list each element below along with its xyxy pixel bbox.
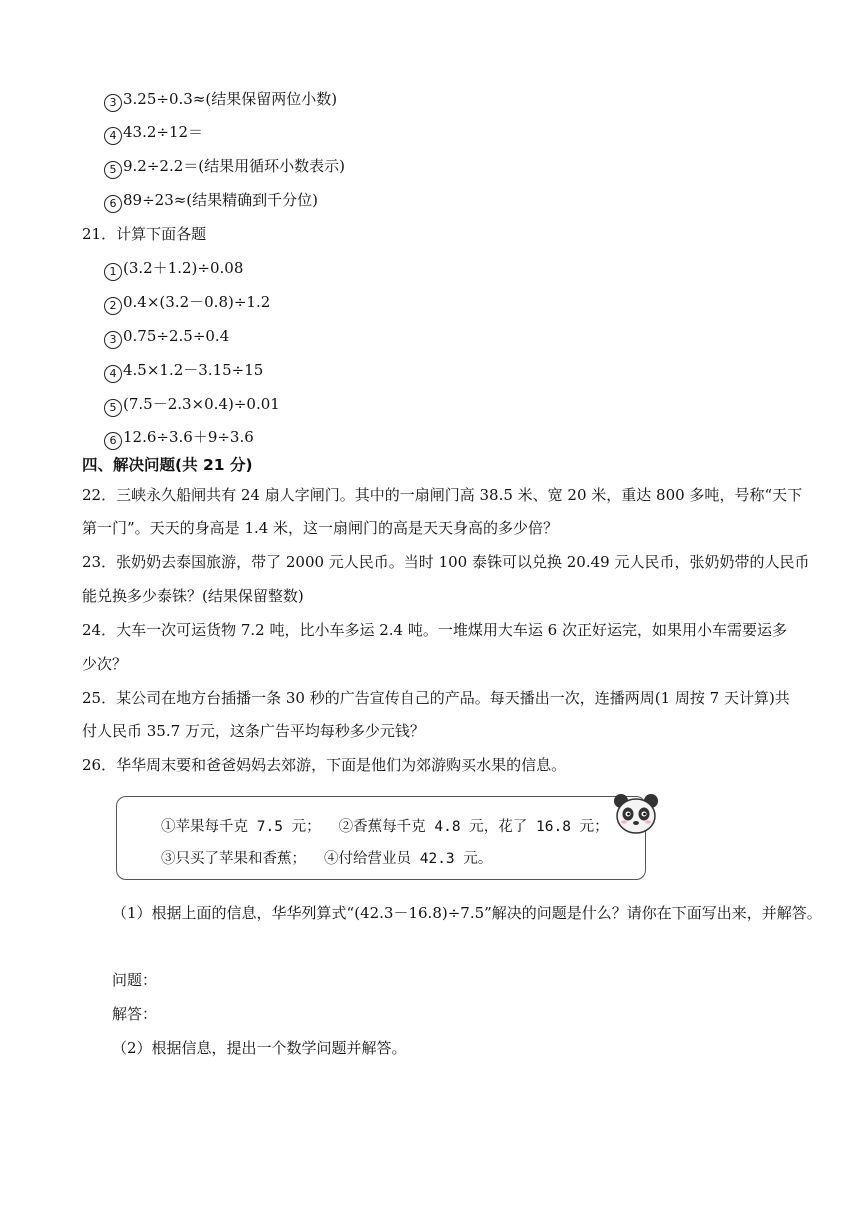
circle-number: 1 — [104, 263, 122, 281]
circle-number: 4 — [104, 365, 122, 383]
q20-item-6: 6 89÷23≈(结果精确到千分位) — [104, 190, 318, 213]
circle-number: 2 — [104, 297, 122, 315]
q25-line-1: 25．某公司在地方台插播一条 30 秒的广告宣传自己的产品。每天播出一次，连播两周(1 周按 7 天计算)共 — [82, 689, 790, 707]
q21-title: 21．计算下面各题 — [82, 225, 207, 243]
q20-item-4: 4 43.2÷12＝ — [104, 122, 203, 145]
q25-line-2: 付人民币 35.7 万元，这条广告平均每秒多少元钱？ — [82, 722, 425, 740]
q23-line-2: 能兑换多少泰铢？(结果保留整数) — [82, 587, 304, 605]
q24-line-2: 少次？ — [82, 655, 128, 673]
circle-number: 3 — [104, 331, 122, 349]
q21-item-1: 1 (3.2＋1.2)÷0.08 — [104, 258, 243, 281]
q21-item-6: 6 12.6÷3.6＋9÷3.6 — [104, 427, 254, 450]
info-row-2: ③只买了苹果和香蕉； ④付给营业员 42.3 元。 — [161, 851, 493, 867]
circle-number: 4 — [104, 127, 122, 145]
q23-line-1: 23．张奶奶去泰国旅游，带了 2000 元人民币。当时 100 泰铢可以兑换 20.49 元人民币，张奶奶带的人民币 — [82, 553, 810, 571]
q21-item-3: 3 0.75÷2.5÷0.4 — [104, 326, 229, 349]
circle-number: 6 — [104, 195, 122, 213]
q26-intro: 26．华华周末要和爸爸妈妈去郊游，下面是他们为郊游购买水果的信息。 — [82, 756, 567, 774]
circle-number: 3 — [104, 94, 122, 112]
section-heading: 四、解决问题(共 21 分) — [82, 456, 253, 474]
q26-part-2: （2）根据信息，提出一个数学问题并解答。 — [112, 1039, 407, 1057]
q26-part-1: （1）根据上面的信息，华华列算式“(42.3－16.8)÷7.5”解决的问题是什么？请你在下面写出来，并解答。 — [112, 904, 822, 922]
q20-item-5: 5 9.2÷2.2＝(结果用循环小数表示) — [104, 156, 345, 179]
q22-line-2: 第一门”。天天的身高是 1.4 米，这一扇闸门的高是天天身高的多少倍？ — [82, 519, 559, 537]
q24-line-1: 24．大车一次可运货物 7.2 吨，比小车多运 2.4 吨。一堆煤用大车运 6 次正好运完，如果用小车需要运多 — [82, 621, 787, 639]
q22-line-1: 22．三峡永久船闸共有 24 扇人字闸门。其中的一扇闸门高 38.5 米、宽 20 米，重达 800 多吨，号称“天下 — [82, 486, 803, 504]
question-label: 问题： — [112, 971, 158, 989]
panda-icon — [612, 792, 660, 836]
q21-item-2: 2 0.4×(3.2－0.8)÷1.2 — [104, 292, 270, 315]
q20-item-3: 3 3.25÷0.3≈(结果保留两位小数) — [104, 89, 337, 112]
circle-number: 5 — [104, 161, 122, 179]
info-row-1: ①苹果每千克 7.5 元； ②香蕉每千克 4.8 元，花了 16.8 元； — [161, 819, 609, 835]
circle-number: 5 — [104, 399, 122, 417]
fruit-info-box — [116, 796, 646, 880]
q21-item-4: 4 4.5×1.2－3.15÷15 — [104, 360, 263, 383]
circle-number: 6 — [104, 432, 122, 450]
q21-item-5: 5 (7.5－2.3×0.4)÷0.01 — [104, 394, 280, 417]
answer-label: 解答： — [112, 1005, 158, 1023]
